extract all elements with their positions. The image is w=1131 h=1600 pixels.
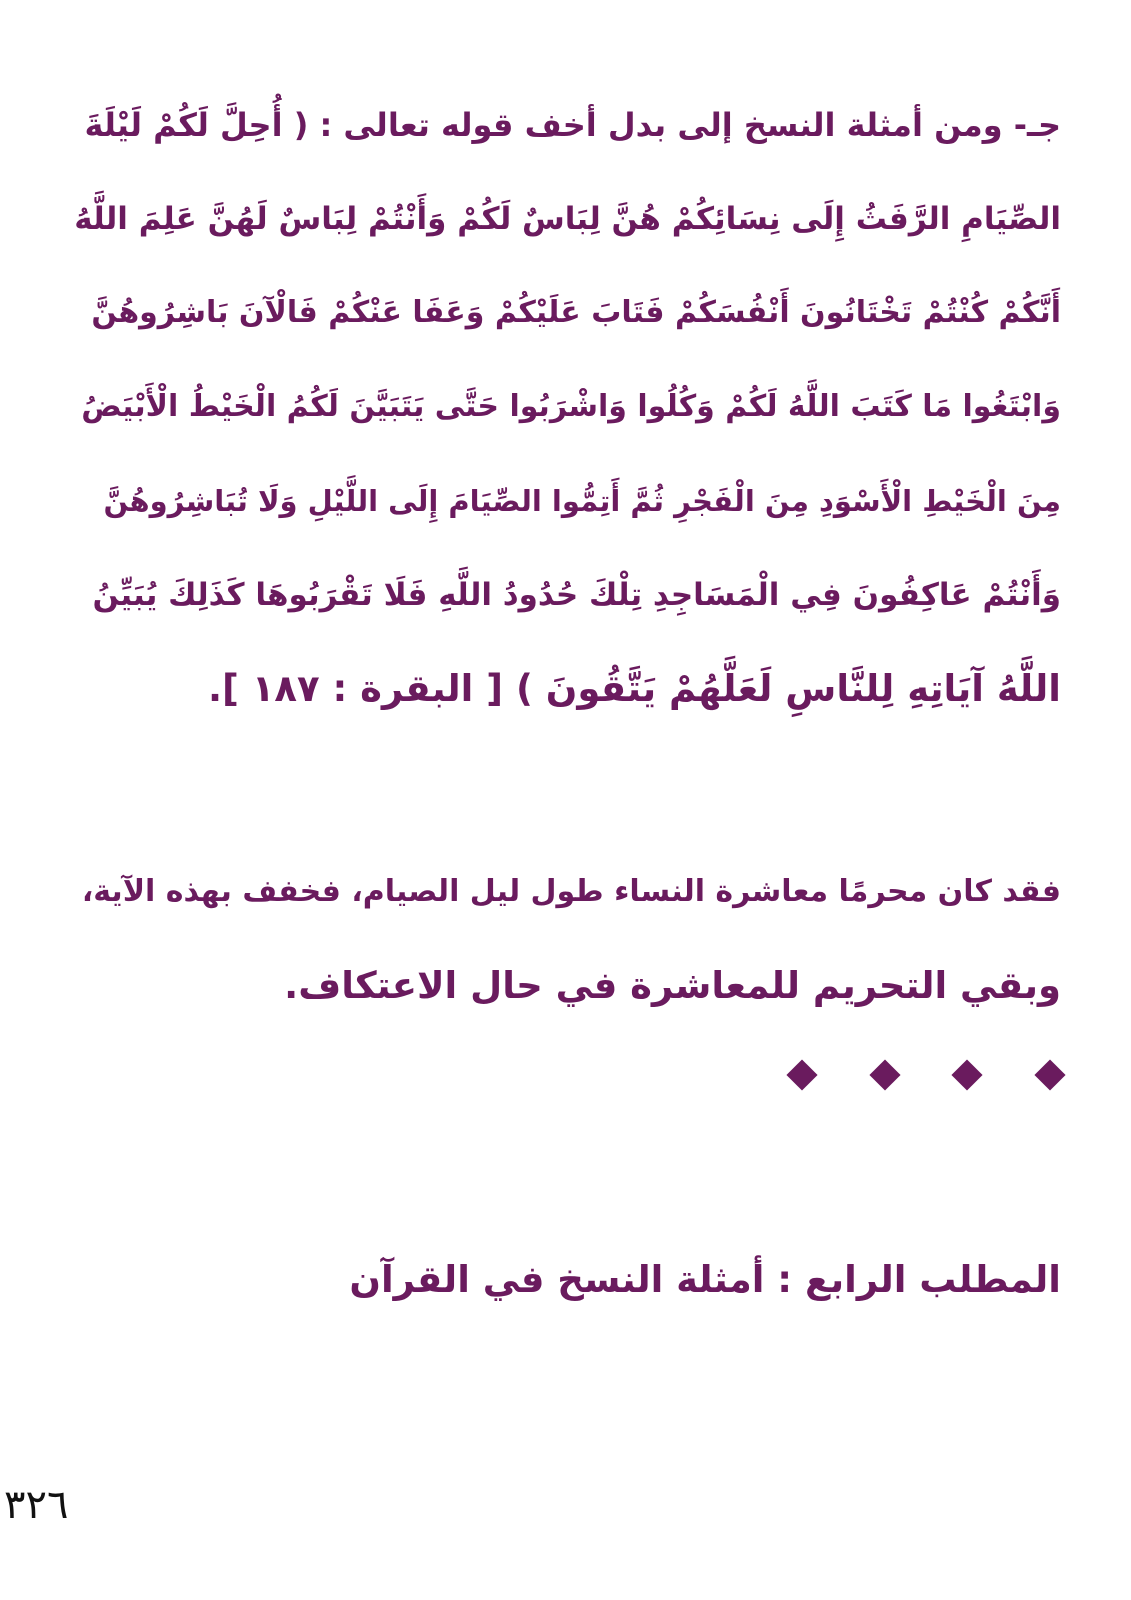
diamond-icon <box>1034 1059 1065 1090</box>
commentary-line-1: فقد كان محرمًا معاشرة النساء طول ليل الصيام، فخفف بهذه الآية، <box>81 874 1061 909</box>
diamond-icon <box>869 1059 900 1090</box>
diamond-icon <box>786 1059 817 1090</box>
verse-line-6: وَأَنْتُمْ عَاكِفُونَ فِي الْمَسَاجِدِ تِلْكَ حُدُودُ اللَّهِ فَلَا تَقْرَبُوهَا كَذَلِكَ يُبَيِّنُ <box>92 577 1061 613</box>
verse-line-3: أَنَّكُمْ كُنْتُمْ تَخْتَانُونَ أَنْفُسَكُمْ فَتَابَ عَلَيْكُمْ وَعَفَا عَنْكُمْ فَالْآنَ بَاشِرُوهُنَّ <box>91 295 1061 330</box>
diamond-icon <box>952 1059 983 1090</box>
verse-paragraph <box>71 78 1061 736</box>
page-number: ٣٢٦ <box>4 1482 69 1528</box>
verse-line-5: مِنَ الْخَيْطِ الْأَسْوَدِ مِنَ الْفَجْرِ ثُمَّ أَتِمُّوا الصِّيَامَ إِلَى اللَّيْلِ وَلَا تُبَاشِرُوهُنَّ <box>103 484 1061 518</box>
section-heading: المطلب الرابع : أمثلة النسخ في القرآن <box>349 1258 1061 1301</box>
verse-line-7: اللَّهُ آيَاتِهِ لِلنَّاسِ لَعَلَّهُمْ يَتَّقُونَ ) [ البقرة : ١٨٧ ]. <box>207 667 1061 710</box>
diamond-ornament-row <box>761 1050 1061 1096</box>
verse-line-1: جـ- ومن أمثلة النسخ إلى بدل أخف قوله تعالى : ( أُحِلَّ لَكُمْ لَيْلَةَ <box>84 106 1061 144</box>
verse-line-2: الصِّيَامِ الرَّفَثُ إِلَى نِسَائِكُمْ هُنَّ لِبَاسٌ لَكُمْ وَأَنْتُمْ لِبَاسٌ لَهُنَّ عَلِمَ اللَّهُ <box>74 201 1061 237</box>
commentary-line-2: وبقي التحريم للمعاشرة في حال الاعتكاف. <box>284 964 1061 1007</box>
commentary-paragraph <box>71 845 1061 1033</box>
verse-line-4: وَابْتَغُوا مَا كَتَبَ اللَّهُ لَكُمْ وَكُلُوا وَاشْرَبُوا حَتَّى يَتَبَيَّنَ لَكُمُ الْخَيْطُ الْأَبْيَضُ <box>81 389 1061 424</box>
